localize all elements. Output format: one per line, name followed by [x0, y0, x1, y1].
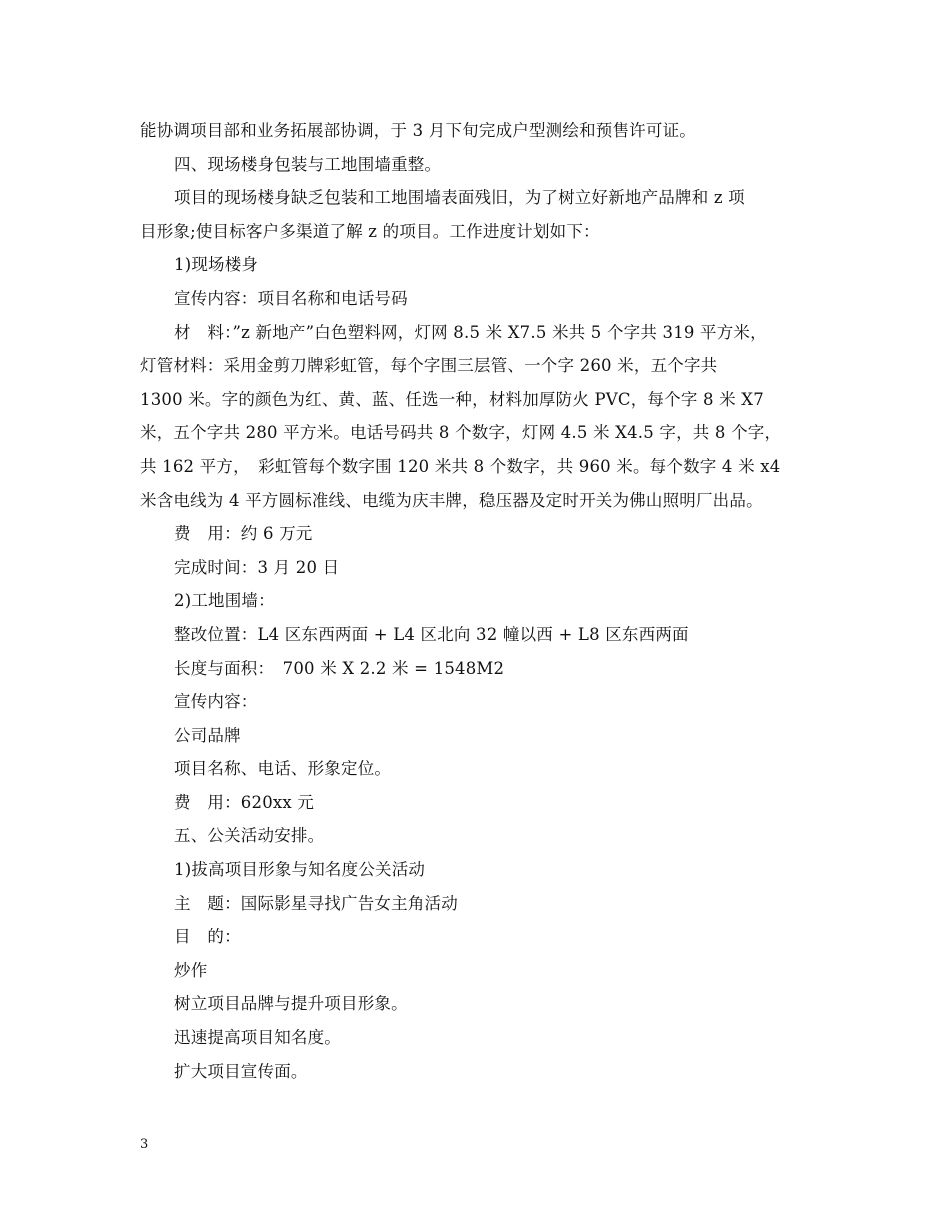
paragraph-line: 公司品牌 [174, 725, 241, 745]
paragraph-line: 米，五个字共 280 平方米。电话号码共 8 个数字，灯网 4.5 米 X4.5 字，共 8 个字， [140, 423, 782, 443]
body-text [140, 114, 830, 1088]
paragraph-line: 宣传内容：项目名称和电话号码 [174, 288, 408, 308]
paragraph-line: 共 162 平方， 彩虹管每个数字围 120 米共 8 个数字，共 960 米。每个数字 4 米 x4 [140, 456, 781, 476]
paragraph-line: 完成时间：3 月 20 日 [174, 557, 340, 577]
subsection-heading: 2)工地围墙： [174, 591, 275, 611]
paragraph-line: 米含电线为 4 平方圆标准线、电缆为庆丰牌，稳压器及定时开关为佛山照明厂出品。 [140, 490, 763, 510]
paragraph-line: 目 的： [174, 927, 241, 947]
subsection-heading: 1)拔高项目形象与知名度公关活动 [174, 860, 426, 880]
paragraph-line: 长度与面积： 700 米 X 2.2 米 = 1548M2 [174, 658, 505, 678]
paragraph-line: 炒作 [174, 960, 208, 980]
paragraph-line: 主 题：国际影星寻找广告女主角活动 [174, 893, 458, 913]
paragraph-line: 项目的现场楼身缺乏包装和工地围墙表面残旧，为了树立好新地产品牌和 z 项 [174, 188, 745, 208]
paragraph-line: 迅速提高项目知名度。 [174, 1028, 341, 1048]
paragraph-line: 费 用：620xx 元 [174, 792, 315, 812]
paragraph-line: 灯管材料：采用金剪刀牌彩虹管，每个字围三层管、一个字 260 米，五个字共 [140, 356, 718, 376]
page-number: 3 [140, 1137, 149, 1152]
section-heading: 四、现场楼身包装与工地围墙重整。 [174, 154, 442, 174]
paragraph-line: 费 用：约 6 万元 [174, 524, 313, 544]
paragraph-line: 宣传内容： [174, 692, 258, 712]
subsection-heading: 1)现场楼身 [174, 255, 259, 275]
paragraph-line: 材 料：”z 新地产”白色塑料网，灯网 8.5 米 X7.5 米共 5 个字共 319 平方米， [174, 322, 767, 342]
paragraph-line: 能协调项目部和业务拓展部协调，于 3 月下旬完成户型测绘和预售许可证。 [140, 121, 696, 140]
paragraph-line: 扩大项目宣传面。 [174, 1061, 308, 1081]
section-heading: 五、公关活动安排。 [174, 826, 325, 846]
paragraph-line: 目形象;使目标客户多渠道了解 z 的项目。工作进度计划如下： [140, 221, 600, 241]
paragraph-line: 树立项目品牌与提升项目形象。 [174, 994, 408, 1014]
paragraph-line: 1300 米。字的颜色为红、黄、蓝、任选一种，材料加厚防火 PVC，每个字 8 米 X7 [140, 389, 764, 409]
paragraph-line: 整改位置：L4 区东西两面 + L4 区北向 32 幢以西 + L8 区东西两面 [174, 624, 689, 644]
paragraph-line: 项目名称、电话、形象定位。 [174, 759, 392, 779]
